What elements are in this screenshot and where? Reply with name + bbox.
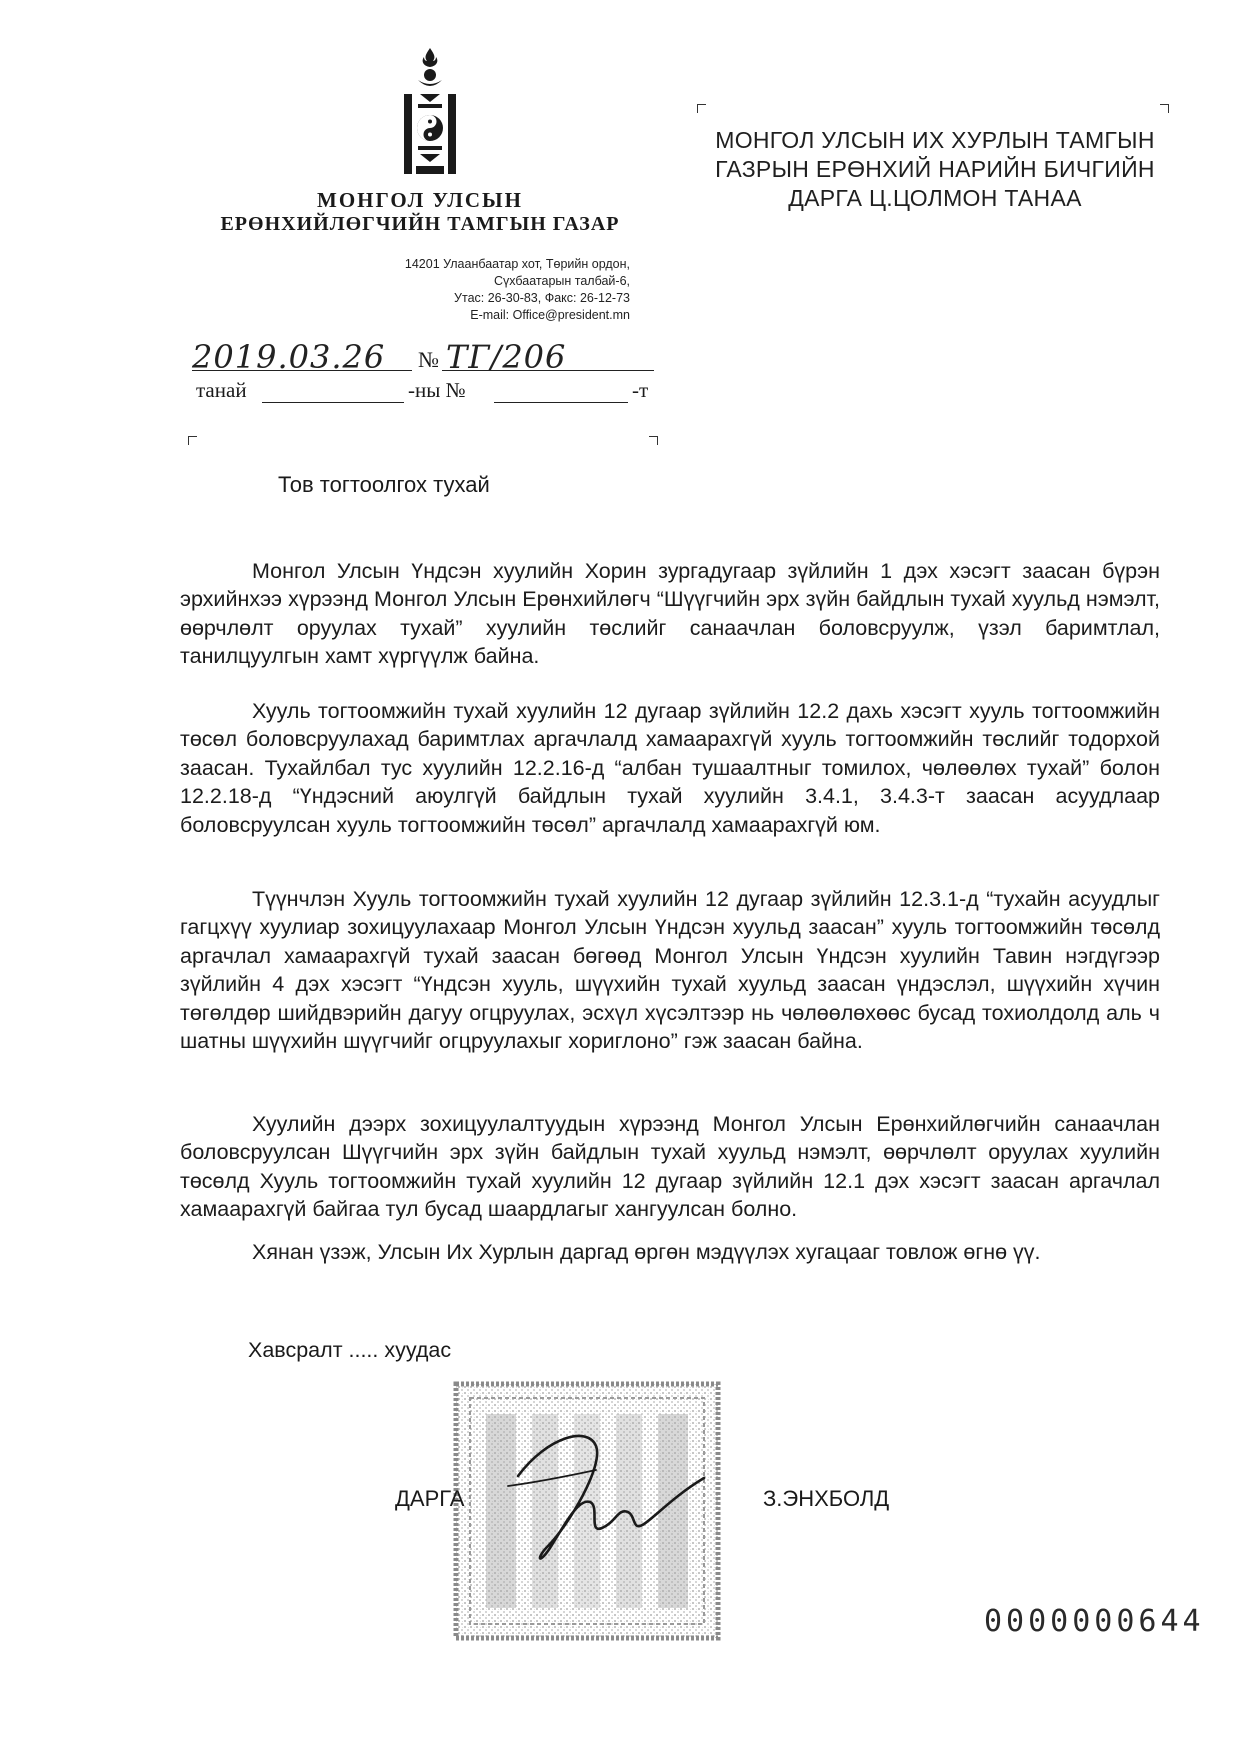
org-name-line2: ЕРӨНХИЙЛӨГЧИЙН ТАМГЫН ГАЗАР: [220, 213, 620, 235]
body-paragraph: Түүнчлэн Хууль тогтоомжийн тухай хуулийн 12 дугаар зүйлийн 12.3.1-д “тухайн асуудлыг гагцхүү хуулиар зохицуулахаар Монгол Улсын Үндсэн хуульд заасан” хууль тогтоомжийн төсөлд аргачлал хамаарахгүй тухай заасан бөгөөд Монгол Улсын Үндсэн хуулийн Тавин нэгдүгээр зүйлийн 4 дэх хэсэгт “Үндсэн хууль, шүүхийн тухай хуульд заасан үндэслэл, шүүхийн хүчин төгөлдөр шийдвэрийн дагуу огцруулах, эсхүл хүсэлтээр нь чөлөөлөхөөс бусад тохиолдолд аль ч шатны шүүхийн шүүгчийг огцруулахыг хориглоно” гэж заасан байна.: [180, 887, 1160, 1054]
body-paragraph: Хуулийн дээрх зохицуулалтуудын хүрээнд Монгол Улсын Ерөнхийлөгчийн санаачлан боловсруулсан Шүүгчийн эрх зүйн байдлын тухай хуульд нэмэлт, өөрчлөлт оруулах хуулийн төсөлд Хууль тогтоомжийн тухай хуулийн 12 дугаар зүйлийн 12.1 дэх хэсэгт заасан аргачлал хамаарахгүй байгаа тул бусад шаардлагыг хангуулсан болно.: [180, 1112, 1160, 1222]
signatory-title: ДАРГА: [395, 1486, 465, 1511]
soyombo-emblem-icon: [398, 46, 462, 176]
reference-prefix: танай: [196, 378, 247, 402]
handwritten-doc-number: ТГ/206: [446, 338, 567, 376]
letter-subject: Тов тогтоолгох тухай: [278, 472, 490, 497]
date-underline: [192, 370, 412, 371]
org-address-line: Сүхбаатарын талбай-6,: [494, 274, 630, 288]
addressee-line: ГАЗРЫН ЕРӨНХИЙ НАРИЙН БИЧГИЙН: [715, 156, 1155, 182]
addressee-line: ДАРГА Ц.ЦОЛМОН ТАНАА: [788, 185, 1082, 211]
reference-blank-1: [262, 402, 404, 403]
addressee-corner-mark: [1160, 104, 1169, 113]
subject-corner-mark: [649, 436, 658, 445]
signatory-name: З.ЭНХБОЛД: [763, 1486, 890, 1511]
org-name-line1: МОНГОЛ УЛСЫН: [317, 188, 523, 212]
document-serial-number: 0000000644: [984, 1604, 1205, 1639]
reference-suffix: -т: [632, 378, 649, 402]
number-sign: №: [418, 347, 439, 372]
number-underline: [442, 370, 654, 371]
org-phone-fax: Утас: 26-30-83, Факс: 26-12-73: [454, 291, 630, 305]
reference-blank-2: [494, 402, 628, 403]
body-paragraph: Хууль тогтоомжийн тухай хуулийн 12 дугаар зүйлийн 12.2 дахь хэсэгт хууль тогтоомжийн төсөл боловсруулахад баримтлах аргачлалд хамаарахгүй хууль тогтоомжийн төслийг тодорхой заасан. Тухайлбал тус хуулийн 12.2.16-д “албан тушаалтныг томилох, чөлөөлөх тухай” болон 12.2.18-д “Үндэсний аюулгүй байдлын тухай хуулийн 3.4.1, 3.4.3-т заасан асуудлаар боловсруулсан хууль тогтоомжийн төсөл” аргачлалд хамаарахгүй юм.: [180, 699, 1160, 837]
org-email: E-mail: Office@president.mn: [470, 308, 630, 322]
handwritten-date: 2019.03.26: [192, 338, 386, 376]
org-address-line: 14201 Улаанбаатар хот, Төрийн ордон,: [404, 257, 630, 271]
reference-mid: -ны №: [408, 378, 466, 402]
addressee-line: МОНГОЛ УЛСЫН ИХ ХУРЛЫН ТАМГЫН: [715, 127, 1155, 153]
closing-request: Хянан үзэж, Улсын Их Хурлын даргад өргөн мэдүүлэх хугацааг товлож өгнө үү.: [252, 1240, 1041, 1264]
handwritten-signature: [478, 1416, 718, 1576]
subject-corner-mark: [188, 436, 197, 445]
attachment-note: Хавсралт ..... хуудас: [248, 1338, 452, 1362]
body-paragraph: Монгол Улсын Үндсэн хуулийн Хорин зургадугаар зүйлийн 1 дэх хэсэгт заасан бүрэн эрхийнхээ хүрээнд Монгол Улсын Ерөнхийлөгч “Шүүгчийн эрх зүйн байдлын тухай хуульд нэмэлт, өөрчлөлт оруулах тухай” хуулийн төслийг санаачлан боловсруулж, үзэл баримтлал, танилцуулгын хамт хүргүүлж байна.: [180, 559, 1160, 669]
addressee-corner-mark: [697, 104, 706, 113]
